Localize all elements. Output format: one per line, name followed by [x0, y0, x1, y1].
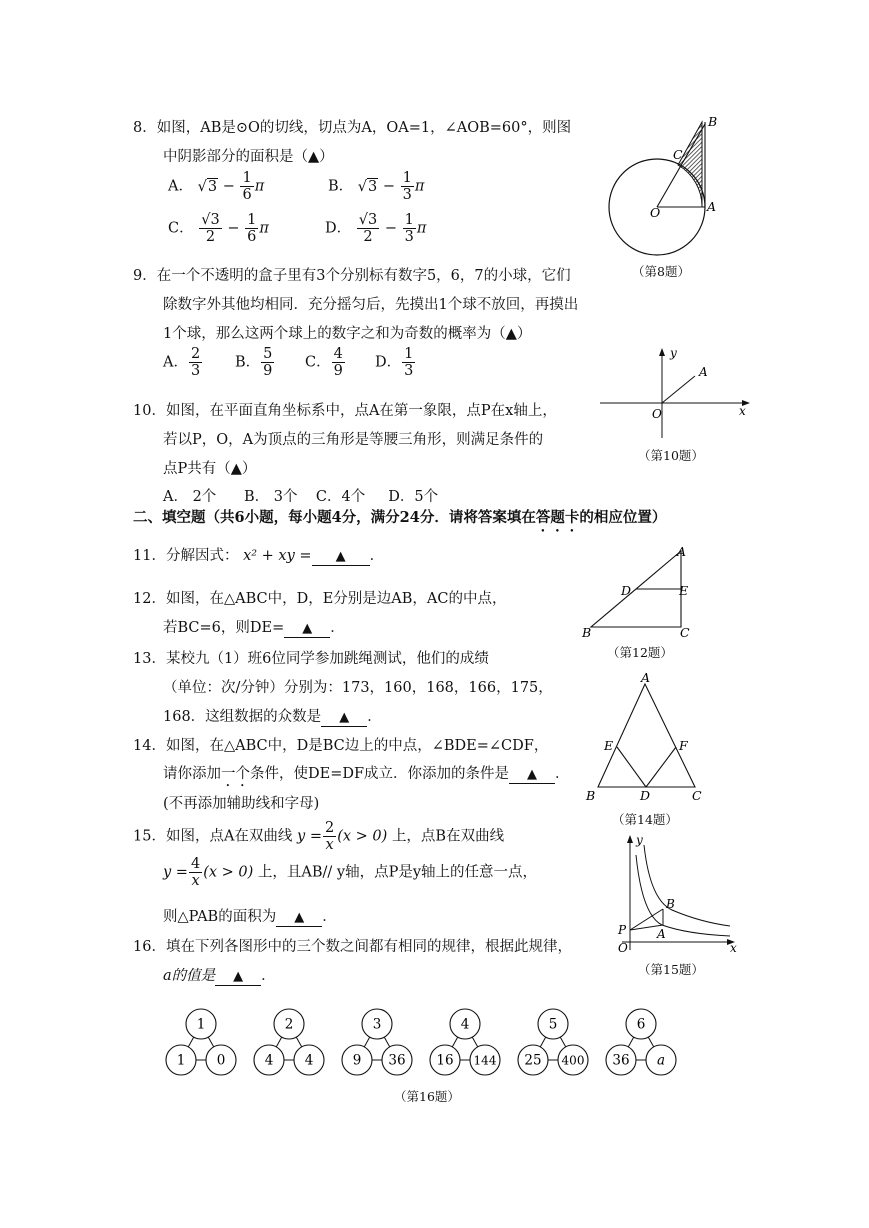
q15-line3: 则△PAB的面积为 ▲ ． [163, 909, 337, 925]
q14-figure [580, 672, 710, 807]
q15-y-arrow [627, 835, 633, 843]
q10-line1: 10．如图，在平面直角坐标系中，点A在第一象限，点P在x轴上， [133, 403, 557, 419]
connector-line [648, 1037, 653, 1047]
q14-label-e: E [604, 738, 614, 753]
q12-figure [578, 543, 708, 643]
number-value-top: 5 [548, 1016, 558, 1033]
number-triangle-group [342, 1009, 412, 1075]
q13-blank: ▲ [339, 710, 350, 725]
q11-expression: x² + xy = [243, 548, 312, 564]
q16-line1: 16．填在下列各图形中的三个数之间都有相同的规律，根据此规律， [133, 939, 572, 955]
q10-line3: 点P共有（▲） [163, 461, 257, 477]
q9-option-a: A． $\frac{2}{3}$ [163, 346, 201, 379]
q9-line1: 9．在一个不透明的盒子里有3个分别标有数字5，6，7的小球，它们 [133, 268, 571, 284]
q9-option-c: C． $\frac{4}{9}$ [305, 346, 343, 379]
q10-segment-oa [662, 376, 695, 403]
q8-line1 [133, 116, 571, 137]
number-value-left: 9 [352, 1052, 362, 1069]
q14-segment-df [646, 747, 676, 787]
q12-line1: 12．如图，在△ABC中，D，E分别是边AB，AC的中点， [133, 591, 507, 607]
q14-label-a: A [641, 672, 651, 685]
connector-line [208, 1037, 213, 1047]
q14-caption: （第14题） [612, 812, 678, 827]
q10-options: A． 2个 B． 3个 C．4个 D．5个 [163, 489, 439, 505]
number-triangle-group [166, 1009, 236, 1075]
q10-label-x: x [739, 404, 746, 418]
q13-line3: 168．这组数据的众数是 ▲ ． [163, 709, 382, 725]
q12-line2: 若BC=6，则DE= ▲ ． [163, 620, 345, 636]
q15-label-o: O [618, 941, 628, 955]
q15-label-p: P [618, 923, 627, 937]
q12-label-e: E [679, 583, 689, 598]
q10-y-arrow [659, 348, 665, 356]
number-triangle-group [254, 1009, 324, 1075]
q8-option-a: A． √3 − $\frac{1}{6}$ π [168, 170, 265, 203]
number-value-left: 1 [176, 1052, 186, 1069]
q8-line2: 中阴影部分的面积是（▲） [163, 149, 334, 165]
q9-option-b: B． $\frac{5}{9}$ [235, 346, 273, 379]
q15-label-y: y [636, 833, 643, 847]
connector-line [296, 1037, 301, 1047]
q12-blank: ▲ [302, 621, 313, 636]
q8-number: 8． [133, 120, 157, 136]
q8-option-b: B． √3 − $\frac{1}{3}$ π [328, 170, 425, 203]
q14-segment-de [617, 747, 646, 787]
q8-option-c: C． $\frac{√3}{2}$ − $\frac{1}{6}$ π [168, 212, 269, 245]
number-value-right: a [656, 1052, 666, 1069]
connector-line [364, 1037, 369, 1047]
q14-blank: ▲ [527, 767, 538, 782]
q8-label-c: C [673, 147, 683, 162]
number-value-right: 400 [561, 1053, 585, 1068]
number-value-right: 0 [216, 1052, 226, 1069]
q12-label-a: A [677, 544, 687, 559]
q8-figure [600, 112, 730, 272]
q14-line3: (不再添加辅助线和字母) [163, 796, 320, 812]
q8-caption: （第8题） [632, 264, 690, 279]
q15-caption: （第15题） [638, 962, 704, 977]
q8-option-d: D． $\frac{√3}{2}$ − $\frac{1}{3}$ π [325, 212, 427, 245]
q8-label-b: B [708, 114, 718, 129]
q15-label-x: x [730, 941, 737, 955]
connector-line [384, 1037, 389, 1047]
q12-label-c: C [680, 625, 690, 640]
q10-caption: （第10题） [638, 448, 704, 463]
q15-label-b: B [666, 897, 675, 911]
q14-label-c: C [692, 788, 702, 803]
q14-label-b: B [586, 788, 596, 803]
q10-line2: 若以P，O，A为顶点的三角形是等腰三角形，则满足条件的 [163, 432, 544, 448]
q11-blank: ▲ [335, 549, 346, 564]
q12-caption: （第12题） [607, 645, 673, 660]
number-triangle-group [518, 1009, 588, 1075]
number-value-top: 2 [284, 1016, 294, 1033]
number-value-top: 6 [636, 1016, 646, 1033]
q15-curve-y-4-over-x [644, 845, 730, 926]
q12-label-b: B [582, 625, 592, 640]
number-value-left: 4 [264, 1052, 274, 1069]
q15-label-a: A [657, 927, 666, 941]
q13-line2: （单位：次/分钟）分别为：173，160，168，166，175， [163, 680, 553, 696]
number-value-left: 25 [524, 1052, 542, 1069]
q16-line2: a的值是 ▲ ． [163, 968, 276, 984]
q8-label-a: A [707, 199, 717, 214]
q11: 11．分解因式： x² + xy = ▲ ． [133, 548, 385, 564]
q14-line2: 请你添加一个条件，使DE=DF成立．你添加的条件是 ▲ ． [163, 766, 570, 782]
q15-blank: ▲ [294, 910, 305, 925]
q9-option-d: D． $\frac{1}{3}$ [375, 346, 414, 379]
connector-line [188, 1037, 193, 1047]
number-value-right: 4 [304, 1052, 314, 1069]
q16-caption: （第16题） [394, 1089, 460, 1104]
q9-line2: 除数字外其他均相同．充分摇匀后，先摸出1个球不放回，再摸出 [163, 297, 579, 313]
number-value-left: 36 [612, 1052, 630, 1069]
q12-label-d: D [621, 583, 632, 598]
q10-label-a: A [699, 365, 708, 379]
connector-line [276, 1037, 281, 1047]
number-value-right: 36 [388, 1052, 406, 1069]
q15-line2: y = $\frac{4}{x}$ (x > 0) 上，且AB// y轴，点P是y轴上的任意一点， [163, 856, 538, 889]
connector-line [472, 1037, 477, 1047]
section2-heading: 二、填空题（共6小题，每小题4分，满分24分．请将答案填在答题卡的相应位置） [133, 509, 667, 526]
q16-blank: ▲ [233, 969, 244, 984]
number-value-top: 4 [460, 1016, 470, 1033]
number-value-top: 3 [372, 1016, 382, 1033]
connector-line [560, 1037, 565, 1047]
q13-line1: 13．某校九（1）班6位同学参加跳绳测试，他们的成绩 [133, 651, 489, 667]
q9-line3: 1个球，那么这两个球上的数字之和为奇数的概率为（▲） [163, 326, 532, 342]
q15-line1: 15．如图，点A在双曲线 y = $\frac{2}{x}$ (x > 0) 上，点B在双曲线 [133, 820, 505, 853]
q10-label-o: O [652, 407, 662, 421]
connector-line [452, 1037, 457, 1047]
q10-figure [595, 343, 755, 443]
number-value-right: 144 [473, 1053, 497, 1068]
q15-figure [612, 830, 742, 955]
number-value-top: 1 [196, 1016, 206, 1033]
q14-label-f: F [679, 738, 688, 753]
connector-line [540, 1037, 545, 1047]
q10-label-y: y [670, 346, 677, 360]
q9-options [163, 346, 416, 379]
q14-line1: 14．如图，在△ABC中，D是BC边上的中点，∠BDE=∠CDF， [133, 738, 549, 754]
q16-figure [160, 1005, 685, 1085]
connector-line [628, 1037, 633, 1047]
number-value-left: 16 [436, 1052, 454, 1069]
q14-label-d: D [640, 788, 651, 803]
number-triangle-group [606, 1009, 676, 1075]
q8-label-o: O [650, 205, 661, 220]
q14-triangle [598, 684, 695, 787]
q8-text-1: 如图，AB是⊙O的切线，切点为A，OA=1，∠AOB=60°，则图 [156, 120, 572, 136]
number-triangle-group [430, 1009, 500, 1075]
